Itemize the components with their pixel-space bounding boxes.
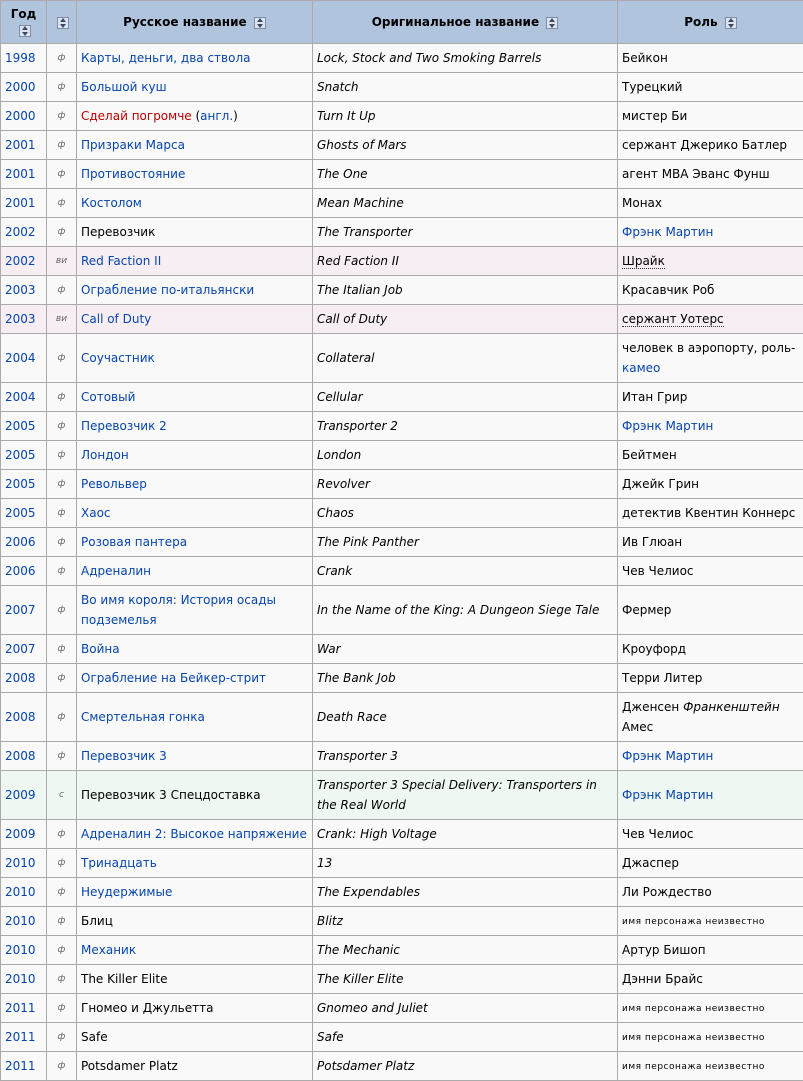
role-cell (618, 189, 803, 218)
russian-title-link[interactable]: Соучастник (81, 351, 155, 365)
table-row (1, 742, 803, 771)
role-cell (618, 586, 803, 635)
original-title-cell: Snatch (313, 73, 618, 102)
original-title-cell: Death Race (313, 693, 618, 742)
russian-title-link[interactable]: Неудержимые (81, 885, 173, 899)
role-cell (618, 102, 803, 131)
original-title-cell: The One (313, 160, 618, 189)
table-row (1, 499, 803, 528)
year-cell[interactable]: 2007 (1, 586, 47, 635)
table-row (1, 102, 803, 131)
russian-title-link[interactable]: Хаос (81, 506, 111, 520)
original-title-cell: Transporter 2 (313, 412, 618, 441)
role-text: агент МВА Эванс Фунш (622, 167, 770, 181)
table-body (1, 44, 803, 1081)
russian-title-link[interactable]: Большой куш (81, 80, 167, 94)
original-title-cell: 13 (313, 849, 618, 878)
russian-title-cell (77, 441, 313, 470)
russian-title-cell (77, 664, 313, 693)
role-text: имя персонажа неизвестно (622, 1062, 765, 1072)
russian-title-cell (77, 965, 313, 994)
russian-title-text: Safe (81, 1030, 108, 1044)
russian-title-link[interactable]: Револьвер (81, 477, 147, 491)
year-cell[interactable]: 2009 (1, 771, 47, 820)
russian-title-cell (77, 994, 313, 1023)
role-cell (618, 907, 803, 936)
sort-icon[interactable] (19, 25, 31, 37)
table-row (1, 73, 803, 102)
original-title-cell: Crank (313, 557, 618, 586)
year-cell[interactable]: 2010 (1, 936, 47, 965)
type-cell: ф (47, 820, 77, 849)
type-cell: ф (47, 849, 77, 878)
year-cell[interactable]: 2011 (1, 1052, 47, 1081)
original-title-cell: Transporter 3 Special Delivery: Transporters in the Real World (313, 771, 618, 820)
russian-title-text: Перевозчик (81, 225, 156, 239)
original-title-cell: Collateral (313, 334, 618, 383)
year-cell[interactable]: 2009 (1, 820, 47, 849)
year-cell[interactable]: 2006 (1, 528, 47, 557)
header-russian-title[interactable] (77, 1, 313, 44)
original-title-cell: The Transporter (313, 218, 618, 247)
year-cell[interactable]: 2000 (1, 102, 47, 131)
role-cell (618, 820, 803, 849)
role-text: детектив Квентин Коннерс (622, 506, 796, 520)
role-text: Дженсен (622, 700, 684, 714)
table-row (1, 1052, 803, 1081)
role-cell (618, 305, 803, 334)
original-title-cell: Call of Duty (313, 305, 618, 334)
russian-title-cell (77, 73, 313, 102)
role-text: Артур Бишоп (622, 943, 706, 957)
original-title-cell: Cellular (313, 383, 618, 412)
year-cell[interactable]: 2004 (1, 383, 47, 412)
russian-title-cell (77, 305, 313, 334)
role-text: сержант Джерико Батлер (622, 138, 788, 152)
original-title-cell: Red Faction II (313, 247, 618, 276)
russian-title-cell (77, 189, 313, 218)
role-cell (618, 557, 803, 586)
russian-title-cell (77, 557, 313, 586)
table-row (1, 412, 803, 441)
role-text: Итан Грир (622, 390, 688, 404)
table-row (1, 131, 803, 160)
table-row (1, 334, 803, 383)
role-text: имя персонажа неизвестно (622, 1033, 765, 1043)
role-text: Ли Рождество (622, 885, 712, 899)
sort-icon[interactable] (57, 17, 69, 29)
original-title-cell: War (313, 635, 618, 664)
header-year-label: Год (10, 7, 37, 21)
type-cell: ф (47, 965, 77, 994)
year-cell[interactable]: 2001 (1, 189, 47, 218)
table-row (1, 441, 803, 470)
russian-title-link[interactable]: Call of Duty (81, 312, 152, 326)
year-cell[interactable]: 1998 (1, 44, 47, 73)
table-row (1, 383, 803, 412)
russian-title-cell (77, 470, 313, 499)
role-text: Турецкий (622, 80, 683, 94)
original-title-cell: Turn It Up (313, 102, 618, 131)
original-title-cell: Chaos (313, 499, 618, 528)
table-row (1, 965, 803, 994)
russian-title-cell (77, 247, 313, 276)
table-row (1, 907, 803, 936)
year-cell[interactable]: 2003 (1, 305, 47, 334)
sort-icon[interactable] (725, 17, 737, 29)
role-cell (618, 635, 803, 664)
russian-title-cell (77, 383, 313, 412)
table-row (1, 849, 803, 878)
role-text: Бейкон (622, 51, 668, 65)
original-title-cell: Potsdamer Platz (313, 1052, 618, 1081)
type-cell: ф (47, 218, 77, 247)
table-row (1, 936, 803, 965)
russian-title-cell (77, 102, 313, 131)
year-cell[interactable]: 2006 (1, 557, 47, 586)
type-cell: ф (47, 557, 77, 586)
russian-title-link[interactable]: Лондон (81, 448, 129, 462)
russian-title-link[interactable]: Розовая пантера (81, 535, 188, 549)
role-text: мистер Би (622, 109, 688, 123)
role-link[interactable]: Фрэнк Мартин (622, 225, 714, 239)
russian-title-link[interactable]: Карты, деньги, два ствола (81, 51, 251, 65)
role-cell (618, 936, 803, 965)
type-cell: ви (47, 305, 77, 334)
header-russian-title-label: Русское название (123, 15, 247, 29)
russian-title-text: Блиц (81, 914, 113, 928)
original-title-cell: Ghosts of Mars (313, 131, 618, 160)
table-row (1, 994, 803, 1023)
russian-title-cell (77, 528, 313, 557)
year-cell[interactable]: 2008 (1, 693, 47, 742)
russian-title-cell (77, 131, 313, 160)
sort-icon[interactable] (254, 17, 266, 29)
original-title-cell: The Italian Job (313, 276, 618, 305)
role-cell (618, 247, 803, 276)
russian-title-link[interactable]: Ограбление на Бейкер-стрит (81, 671, 267, 685)
role-cell (618, 1023, 803, 1052)
role-text: Бейтмен (622, 448, 677, 462)
russian-title-cell (77, 412, 313, 441)
year-cell[interactable]: 2005 (1, 412, 47, 441)
year-cell[interactable]: 2002 (1, 218, 47, 247)
table-row (1, 635, 803, 664)
russian-title-cell (77, 276, 313, 305)
role-cell (618, 44, 803, 73)
type-cell: ф (47, 499, 77, 528)
russian-title-link[interactable]: Адреналин (81, 564, 152, 578)
type-cell: ф (47, 383, 77, 412)
role-cell (618, 742, 803, 771)
russian-title-cell (77, 160, 313, 189)
type-cell: ф (47, 907, 77, 936)
role-cell (618, 218, 803, 247)
header-role-label: Роль (684, 15, 718, 29)
type-cell: ф (47, 936, 77, 965)
role-text: Чев Челиос (622, 827, 694, 841)
role-cell (618, 334, 803, 383)
paren-close: ) (233, 109, 238, 123)
russian-title-link[interactable]: Смертельная гонка (81, 710, 205, 724)
type-cell: ф (47, 470, 77, 499)
type-cell: ф (47, 189, 77, 218)
russian-title-cell (77, 907, 313, 936)
role-cell (618, 160, 803, 189)
type-cell: ф (47, 73, 77, 102)
table-row (1, 305, 803, 334)
year-cell[interactable]: 2010 (1, 907, 47, 936)
type-cell: ф (47, 664, 77, 693)
role-cell (618, 849, 803, 878)
russian-title-link[interactable]: Призраки Марса (81, 138, 185, 152)
russian-title-cell (77, 820, 313, 849)
russian-title-link[interactable]: Сделай погромче (81, 109, 192, 123)
year-cell[interactable]: 2005 (1, 499, 47, 528)
russian-title-cell (77, 44, 313, 73)
role-cell (618, 1052, 803, 1081)
russian-title-cell (77, 771, 313, 820)
year-cell[interactable]: 2002 (1, 247, 47, 276)
table-header-row (1, 1, 803, 44)
table-row (1, 557, 803, 586)
role-cell (618, 441, 803, 470)
russian-title-link[interactable]: Перевозчик 3 (81, 749, 167, 763)
header-year[interactable] (1, 1, 47, 44)
role-text: имя персонажа неизвестно (622, 1004, 765, 1014)
role-cell (618, 470, 803, 499)
role-text: сержант Уотерс (622, 312, 724, 326)
role-cell (618, 664, 803, 693)
year-cell[interactable]: 2004 (1, 334, 47, 383)
role-cell (618, 994, 803, 1023)
russian-title-cell (77, 218, 313, 247)
year-cell[interactable]: 2005 (1, 441, 47, 470)
role-cell (618, 73, 803, 102)
year-cell[interactable]: 2010 (1, 849, 47, 878)
english-article-link[interactable]: англ. (200, 109, 234, 123)
russian-title-text: The Killer Elite (81, 972, 168, 986)
role-cell (618, 528, 803, 557)
table-row (1, 586, 803, 635)
type-cell: ф (47, 412, 77, 441)
original-title-cell: Revolver (313, 470, 618, 499)
year-cell[interactable]: 2011 (1, 1023, 47, 1052)
russian-title-text: Potsdamer Platz (81, 1059, 178, 1073)
role-text: Джейк Грин (622, 477, 700, 491)
year-cell[interactable]: 2007 (1, 635, 47, 664)
year-cell[interactable]: 2001 (1, 160, 47, 189)
role-text: Ив Глюан (622, 535, 683, 549)
type-cell: ф (47, 742, 77, 771)
table-row (1, 276, 803, 305)
original-title-cell: Safe (313, 1023, 618, 1052)
paren-open: ( (191, 109, 201, 123)
russian-title-text: Перевозчик 3 Спецдоставка (81, 788, 261, 802)
original-title-cell: The Expendables (313, 878, 618, 907)
role-cell (618, 412, 803, 441)
year-cell[interactable]: 2005 (1, 470, 47, 499)
type-cell: ф (47, 334, 77, 383)
year-cell[interactable]: 2003 (1, 276, 47, 305)
russian-title-link[interactable]: Механик (81, 943, 137, 957)
russian-title-link[interactable]: Тринадцать (81, 856, 157, 870)
role-text: Чев Челиос (622, 564, 694, 578)
type-cell: ф (47, 44, 77, 73)
russian-title-cell (77, 936, 313, 965)
table-row (1, 160, 803, 189)
table-row (1, 218, 803, 247)
original-title-cell: The Pink Panther (313, 528, 618, 557)
russian-title-cell (77, 1023, 313, 1052)
original-title-cell: The Killer Elite (313, 965, 618, 994)
original-title-cell: Gnomeo and Juliet (313, 994, 618, 1023)
original-title-cell: Transporter 3 (313, 742, 618, 771)
table-row (1, 664, 803, 693)
type-cell: ф (47, 635, 77, 664)
role-text: Фермер (622, 603, 672, 617)
role-text: Джаспер (622, 856, 679, 870)
type-cell: ф (47, 131, 77, 160)
table-row (1, 693, 803, 742)
russian-title-cell (77, 849, 313, 878)
russian-title-cell (77, 693, 313, 742)
russian-title-cell (77, 334, 313, 383)
header-type[interactable] (47, 1, 77, 44)
russian-title-link[interactable]: Сотовый (81, 390, 136, 404)
role-text: имя персонажа неизвестно (622, 917, 765, 927)
role-text: человек в аэропорту, роль- (622, 341, 796, 355)
year-cell[interactable]: 2008 (1, 664, 47, 693)
russian-title-link[interactable]: Война (81, 642, 120, 656)
original-title-cell: The Bank Job (313, 664, 618, 693)
russian-title-cell (77, 742, 313, 771)
role-text: Дэнни Брайс (622, 972, 703, 986)
russian-title-cell (77, 1052, 313, 1081)
table-row (1, 820, 803, 849)
type-cell: ф (47, 1052, 77, 1081)
original-title-cell: Blitz (313, 907, 618, 936)
type-cell: ф (47, 1023, 77, 1052)
russian-title-text: Гномео и Джульетта (81, 1001, 214, 1015)
russian-title-cell (77, 499, 313, 528)
type-cell: ф (47, 102, 77, 131)
original-title-cell: London (313, 441, 618, 470)
russian-title-cell (77, 586, 313, 635)
type-cell: ф (47, 441, 77, 470)
year-cell[interactable]: 2001 (1, 131, 47, 160)
russian-title-link[interactable]: Ограбление по-итальянски (81, 283, 255, 297)
role-cell (618, 771, 803, 820)
role-cell (618, 878, 803, 907)
role-cell (618, 383, 803, 412)
header-original-title-label: Оригинальное название (371, 15, 540, 29)
header-original-title[interactable] (313, 1, 618, 44)
year-cell[interactable]: 2000 (1, 73, 47, 102)
russian-title-cell (77, 878, 313, 907)
role-text: Кроуфорд (622, 642, 687, 656)
role-cell (618, 131, 803, 160)
role-text: Шрайк (622, 254, 665, 268)
russian-title-link[interactable]: Во имя короля: История осады подземелья (81, 593, 276, 627)
russian-title-link[interactable]: Перевозчик 2 (81, 419, 167, 433)
role-link[interactable]: Фрэнк Мартин (622, 749, 714, 763)
role-cell (618, 276, 803, 305)
table-row (1, 1023, 803, 1052)
year-cell[interactable]: 2011 (1, 994, 47, 1023)
type-cell: ф (47, 994, 77, 1023)
role-cell (618, 965, 803, 994)
role-cell (618, 693, 803, 742)
sort-icon[interactable] (546, 17, 558, 29)
cameo-link[interactable]: камео (622, 361, 661, 375)
table-row (1, 189, 803, 218)
type-cell: ф (47, 693, 77, 742)
russian-title-link[interactable]: Противостояние (81, 167, 186, 181)
header-role[interactable] (618, 1, 803, 44)
original-title-cell: The Mechanic (313, 936, 618, 965)
russian-title-cell (77, 635, 313, 664)
original-title-cell: Mean Machine (313, 189, 618, 218)
type-cell: ви (47, 247, 77, 276)
russian-title-link[interactable]: Костолом (81, 196, 142, 210)
table-row (1, 470, 803, 499)
role-text: Терри Литер (622, 671, 703, 685)
year-cell[interactable]: 2010 (1, 965, 47, 994)
year-cell[interactable]: 2010 (1, 878, 47, 907)
table-row (1, 771, 803, 820)
original-title-cell: Lock, Stock and Two Smoking Barrels (313, 44, 618, 73)
type-cell: ф (47, 276, 77, 305)
year-cell[interactable]: 2008 (1, 742, 47, 771)
russian-title-link[interactable]: Адреналин 2: Высокое напряжение (81, 827, 307, 841)
type-cell: ф (47, 878, 77, 907)
role-link[interactable]: Фрэнк Мартин (622, 419, 714, 433)
original-title-cell: In the Name of the King: A Dungeon Siege Tale (313, 586, 618, 635)
type-cell: с (47, 771, 77, 820)
role-nickname: Франкенштейн (683, 700, 780, 714)
type-cell: ф (47, 586, 77, 635)
table-row (1, 247, 803, 276)
table-row (1, 44, 803, 73)
role-link[interactable]: Фрэнк Мартин (622, 788, 714, 802)
role-text-after: Амес (622, 720, 654, 734)
table-row (1, 528, 803, 557)
role-cell (618, 499, 803, 528)
table-row (1, 878, 803, 907)
original-title-cell: Crank: High Voltage (313, 820, 618, 849)
type-cell: ф (47, 160, 77, 189)
role-text: Красавчик Роб (622, 283, 715, 297)
role-text: Монах (622, 196, 662, 210)
russian-title-link[interactable]: Red Faction II (81, 254, 162, 268)
type-cell: ф (47, 528, 77, 557)
